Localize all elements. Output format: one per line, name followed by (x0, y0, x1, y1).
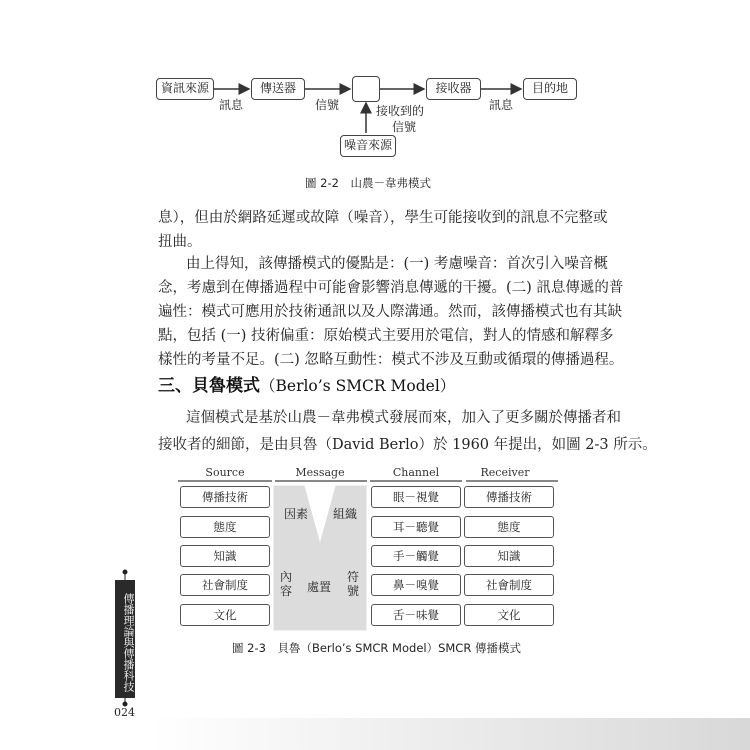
channel-item: 眼－視覺 (371, 486, 461, 508)
column-rule-source (178, 480, 272, 482)
paragraph-1-line-1: 息），但由於網路延遲或故障（噪音），學生可能接收到的訊息不完整或 (158, 210, 608, 226)
box-transmitter: 傳送器 (251, 78, 305, 100)
message-code: 符號 (347, 570, 360, 598)
section-heading (158, 374, 455, 398)
receiver-item: 文化 (464, 604, 554, 626)
paragraph-2-line-1: 由上得知，該傳播模式的優點是：(一) 考慮噪音：首次引入噪音概 (186, 256, 608, 272)
channel-item: 耳－聽覺 (371, 516, 461, 538)
message-structure: 組織 (333, 507, 358, 521)
label-signal: 信號 (314, 98, 339, 112)
paragraph-1-line-2: 扭曲。 (158, 234, 202, 250)
label-message-2: 訊息 (488, 98, 513, 112)
paragraph-2-line-3: 遍性：模式可應用於技術通訊以及人際溝通。然而，該傳播模式也有其缺 (158, 304, 622, 320)
column-header-channel: Channel (392, 466, 440, 479)
footer-band (150, 718, 750, 750)
receiver-item: 知識 (464, 545, 554, 567)
source-item: 社會制度 (180, 574, 270, 596)
section-title-en: （Berlo’s SMCR Model） (260, 377, 456, 395)
column-header-message: Message (295, 466, 345, 479)
box-noise-source: 噪音來源 (340, 135, 396, 157)
channel-item: 舌－味覺 (371, 604, 461, 626)
channel-item: 手－觸覺 (371, 545, 461, 567)
column-rule-message (275, 480, 367, 482)
column-rule-receiver (466, 480, 558, 482)
source-item: 知識 (180, 545, 270, 567)
paragraph-2-line-5: 樣性的考量不足。(二) 忽略互動性：模式不涉及互動或循環的傳播過程。 (158, 352, 624, 368)
label-received-signal-line2: 信號 (391, 120, 416, 134)
column-rule-channel (370, 480, 462, 482)
paragraph-2-line-2: 念，考慮到在傳播過程中可能會影響消息傳遞的干擾。(二) 訊息傳遞的普 (158, 280, 624, 296)
box-channel (352, 76, 380, 102)
label-received-signal-line1: 接收到的 (375, 104, 424, 118)
message-content: 內容 (280, 570, 293, 598)
figure-2-3-caption: 圖 2-3 貝魯（Berlo’s SMCR Model）SMCR 傳播模式 (232, 641, 521, 655)
message-elements: 因素 (284, 507, 309, 521)
box-receiver: 接收器 (426, 78, 481, 100)
channel-item: 鼻－嗅覺 (371, 574, 461, 596)
paragraph-2-line-4: 點，包括 (一) 技術偏重：原始模式主要用於電信，對人的情感和解釋多 (158, 328, 614, 344)
label-message-1: 訊息 (218, 98, 243, 112)
source-item: 傳播技術 (180, 486, 270, 508)
sidebar-book-title: 傳播理論與傳播科技 (115, 580, 135, 698)
figure-2-2-caption: 圖 2-2 山農－韋弗模式 (305, 176, 431, 190)
message-treatment: 處置 (307, 580, 332, 594)
source-item: 文化 (180, 604, 270, 626)
receiver-item: 態度 (464, 516, 554, 538)
column-header-receiver: Receiver (480, 466, 530, 479)
box-destination: 目的地 (523, 78, 577, 100)
paragraph-3-line-1: 這個模式是基於山農－韋弗模式發展而來，加入了更多關於傳播者和 (186, 410, 621, 426)
source-item: 態度 (180, 516, 270, 538)
column-header-source: Source (205, 466, 245, 479)
box-information-source: 資訊來源 (156, 78, 214, 100)
section-title: 三、貝魯模式 (158, 376, 260, 396)
receiver-item: 傳播技術 (464, 486, 554, 508)
receiver-item: 社會制度 (464, 574, 554, 596)
paragraph-3-line-2: 接收者的細節，是由貝魯（David Berlo）於 1960 年提出，如圖 2-3 所示。 (158, 437, 657, 453)
page-number: 024 (114, 706, 135, 719)
